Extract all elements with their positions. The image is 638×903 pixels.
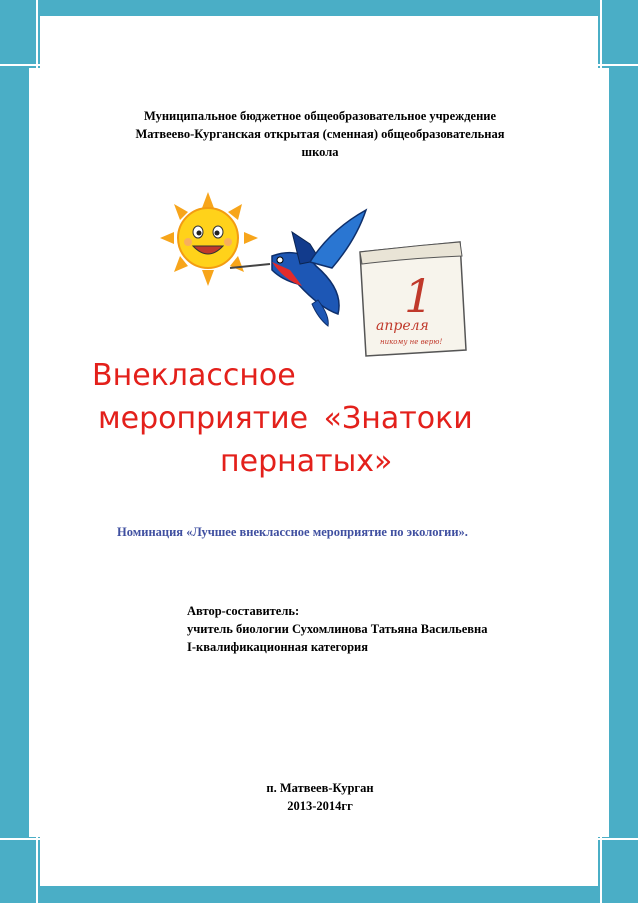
frame-line-right [600, 0, 602, 903]
author-label: Автор-составитель: [187, 604, 300, 618]
place-name: п. Матвеев-Курган [266, 781, 374, 795]
school-year: 2013-2014гг [287, 799, 353, 813]
sun-icon [160, 192, 258, 286]
school-line-2: Матвеево-Курганская открытая (сменная) общеобразовательная [135, 127, 505, 141]
title-line-3: пернатых» [220, 444, 393, 479]
author-category: I-квалификационная категория [187, 640, 369, 654]
title-line-1: Внеклассное [92, 358, 296, 393]
hummingbird-icon [230, 210, 366, 326]
calendar-day: 1 [404, 269, 434, 323]
calendar-month: апреля [376, 318, 429, 334]
title-line-2: мероприятие «Знатоки [98, 401, 473, 436]
nomination-text: Номинация «Лучшее внеклассное мероприятие по экологии». [117, 525, 468, 539]
event-title [92, 354, 562, 483]
place-block [210, 779, 430, 815]
calendar-note: никому не верю! [380, 338, 443, 346]
author-block [187, 602, 607, 656]
illustration [160, 190, 480, 360]
author-name: учитель биологии Сухомлинова Татьяна Васильевна [187, 622, 488, 636]
frame-left-band [0, 0, 29, 903]
calendar-icon [360, 242, 466, 356]
frame-line-left [36, 0, 38, 903]
school-header [80, 107, 560, 161]
school-line-3: школа [301, 145, 339, 159]
frame-right-band [609, 0, 638, 903]
school-line-1: Муниципальное бюджетное общеобразовательное учреждение [143, 109, 497, 123]
